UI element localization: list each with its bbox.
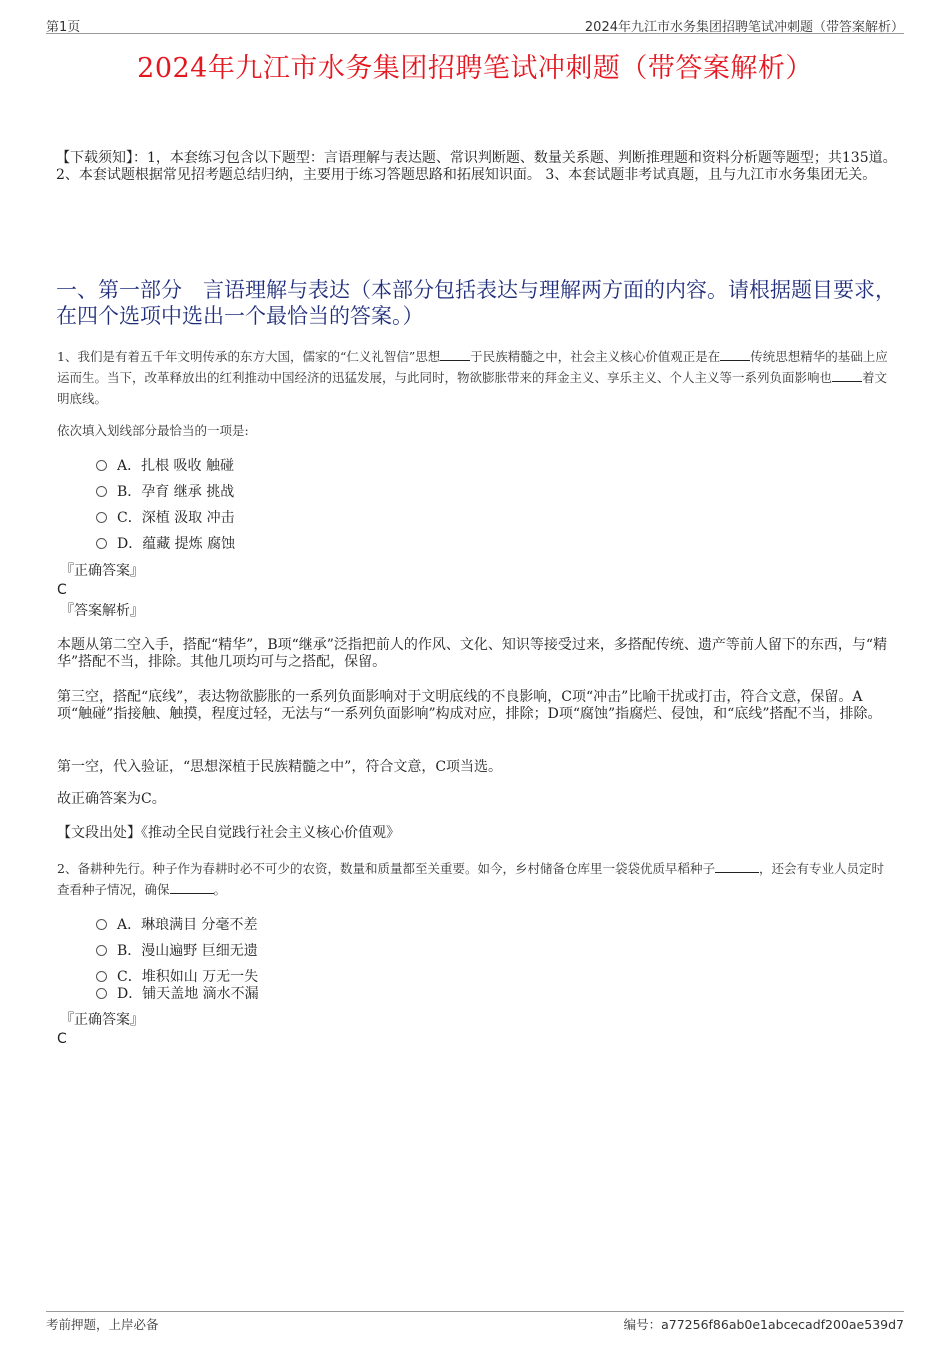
footer-code-label: 编号：: [623, 1317, 662, 1332]
footer-code: [624, 1315, 904, 1333]
page-number: 第1页: [46, 20, 81, 35]
radio-icon[interactable]: [96, 971, 107, 982]
question-1-stem: [57, 346, 893, 409]
q1-option-b[interactable]: [96, 483, 234, 501]
option-label: A．琳琅满目 分毫不差: [117, 917, 258, 933]
fill-blank-3: [832, 368, 862, 382]
header-rule: [46, 33, 904, 34]
footer-code-value: a77256f86ab0e1abcecadf200ae539d7: [661, 1317, 904, 1332]
option-label: A．扎根 吸收 触碰: [117, 458, 235, 474]
fill-blank-1: [440, 347, 470, 361]
q1-answer: C: [57, 582, 67, 598]
q1-answer-label: 『正确答案』: [60, 563, 144, 579]
option-label: B．孕育 继承 挑战: [117, 484, 235, 500]
q1-stem-part: 于民族精髓之中，社会主义核心价值观正是在: [470, 349, 721, 364]
footer-rule: [46, 1311, 904, 1312]
document-title: 2024年九江市水务集团招聘笔试冲刺题（带答案解析）: [137, 53, 813, 84]
q1-stem-part: 着文明底线。: [57, 370, 888, 406]
radio-icon[interactable]: [96, 460, 107, 471]
q2-stem-part: 2、备耕种先行。种子作为春耕时必不可少的农资，数量和质量都至关重要。如今，乡村储备仓库里一袋袋优质早稻种子: [57, 861, 715, 876]
option-label: B．漫山遍野 巨细无遗: [117, 943, 258, 959]
radio-icon[interactable]: [96, 919, 107, 930]
question-1-prompt: 依次填入划线部分最恰当的一项是:: [57, 423, 249, 438]
fill-blank-2: [720, 347, 750, 361]
q1-stem-part: 1、我们是有着五千年文明传承的东方大国，儒家的“仁义礼智信”思想: [57, 349, 441, 364]
q1-option-a[interactable]: [96, 457, 234, 475]
q2-stem-part: ，还会有专业人员定时查看种子情况，确保: [57, 861, 884, 897]
question-2-stem: [57, 858, 893, 900]
fill-blank-2: [170, 880, 214, 894]
radio-icon[interactable]: [96, 988, 107, 999]
option-label: D．蕴藏 提炼 腐蚀: [117, 536, 236, 552]
q1-stem-part: 传统思想精华的基础上应运而生。当下，改革释放出的红利推动中国经济的迅猛发展，与此同时，物欲膨胀带来的拜金主义、享乐主义、个人主义等一系列负面影响也: [57, 349, 888, 385]
q1-option-c[interactable]: [96, 509, 235, 527]
radio-icon[interactable]: [96, 486, 107, 497]
q2-stem-part: 。: [213, 882, 227, 897]
q1-analysis-paragraph: 第三空，搭配“底线”，表达物欲膨胀的一系列负面影响对于文明底线的不良影响，C项“冲击”比喻干扰或打击，符合文意，保留。A项“触碰”指接触、触摸，程度过轻，无法与“一系列负面影响”构成对应，排除；D项“腐蚀”指腐烂、侵蚀，和“底线”搭配不当，排除。: [57, 689, 882, 722]
q2-answer-label: 『正确答案』: [60, 1012, 144, 1028]
q2-option-a[interactable]: [96, 916, 258, 934]
fill-blank-1: [715, 859, 759, 873]
q2-option-b[interactable]: [96, 942, 258, 960]
footer-slogan: 考前押题，上岸必备: [46, 1317, 159, 1332]
option-label: C．堆积如山 万无一失: [117, 969, 259, 985]
radio-icon[interactable]: [96, 512, 107, 523]
radio-icon[interactable]: [96, 538, 107, 549]
download-notice: 【下载须知】：1，本套练习包含以下题型：言语理解与表达题、常识判断题、数量关系题、判断推理题和资料分析题等题型；共135道。 2、本套试题根据常见招考题总结归纳，主要用于练习答题思路和拓展知识面。 3、本套试题非考试真题，且与九江市水务集团无关。: [56, 150, 897, 183]
q1-source: 【文段出处】《推动全民自觉践行社会主义核心价值观》: [57, 825, 400, 841]
q1-analysis-paragraph: 第一空，代入验证，“思想深植于民族精髓之中”，符合文意，C项当选。: [57, 759, 503, 775]
q1-analysis-paragraph: 本题从第二空入手，搭配“精华”，B项“继承”泛指把前人的作风、文化、知识等接受过来，多搭配传统、遗产等前人留下的东西，与“精华”搭配不当，排除。其他几项均可与之搭配，保留。: [57, 637, 888, 670]
option-label: D．铺天盖地 滴水不漏: [117, 986, 259, 1002]
radio-icon[interactable]: [96, 945, 107, 956]
q2-answer: C: [57, 1031, 67, 1047]
q1-option-d[interactable]: [96, 535, 235, 553]
running-title: 2024年九江市水务集团招聘笔试冲刺题（带答案解析）: [584, 20, 904, 35]
section-heading: 一、第一部分 言语理解与表达（本部分包括表达与理解两方面的内容。请根据题目要求，在四个选项中选出一个最恰当的答案。）: [56, 278, 896, 328]
q2-option-c[interactable]: [96, 968, 258, 986]
q1-analysis-label: 『答案解析』: [60, 603, 144, 619]
q1-analysis-paragraph: 故正确答案为C。: [57, 791, 166, 807]
q2-option-d[interactable]: [96, 985, 259, 1003]
option-label: C．深植 汲取 冲击: [117, 510, 235, 526]
